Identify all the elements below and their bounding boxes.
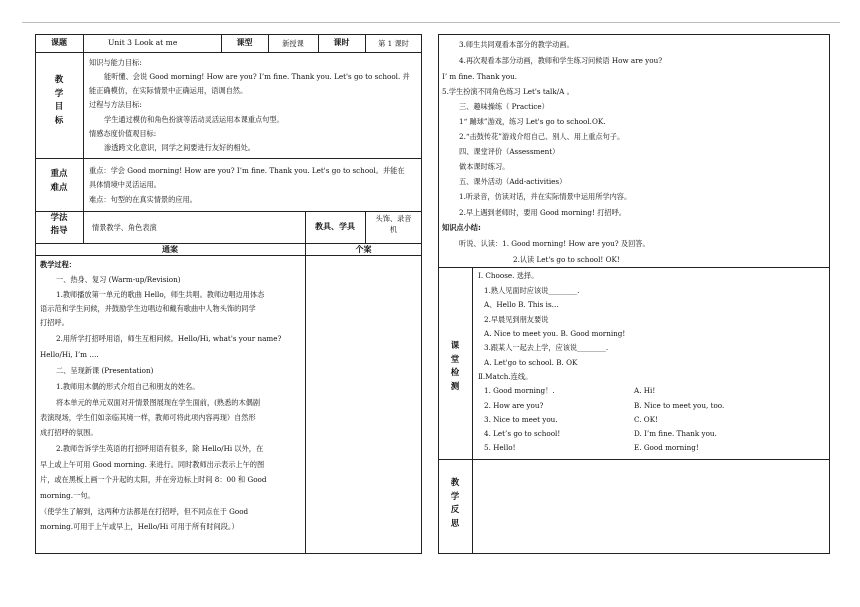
test-question: 1.熟人见面时应该说________. xyxy=(484,286,580,295)
right-line: 知识点小结: xyxy=(442,223,481,232)
right-line: 四、课堂评价（Assessment） xyxy=(459,147,560,156)
process-line: 2.用所学打招呼用语，师生互相问候。Hello/Hi, what's your name? xyxy=(56,334,282,343)
process-line: 一、热身、复习 (Warm-up/Revision) xyxy=(56,275,181,284)
match-right-item: E. Good morning! xyxy=(634,443,699,452)
test-section-choose: Ⅰ. Choose. 选择。 xyxy=(478,271,539,280)
objectives-line: 学生通过模仿和角色扮演等活动灵活运用本课重点句型。 xyxy=(104,115,284,124)
process-line: morning.一句。 xyxy=(40,491,95,500)
match-right-item: C. OK! xyxy=(634,415,658,424)
match-left-item: 5. Hello! xyxy=(484,443,516,452)
right-line: 4.再次观看本部分动画，教师和学生练习问候语 How are you? xyxy=(459,56,663,65)
col-rule xyxy=(472,267,473,554)
match-right-item: B. Nice to meet you, too. xyxy=(634,401,725,410)
right-line: 1.听录音，仿读对话，并在实际情景中运用所学内容。 xyxy=(459,192,632,201)
right-line: 五、课外活动（Add-activities） xyxy=(459,177,567,186)
keshi-value: 第 1 课时 xyxy=(378,39,409,48)
test-label: 课 堂 检 测 xyxy=(450,341,460,392)
process-line: 将本单元的单元双面对开情景图展现在学生面前，(熟悉的木偶剧 xyxy=(56,398,261,407)
match-right-item: D. I’m fine. Thank you. xyxy=(634,429,717,438)
keypoints-line: 具体情境中灵活运用。 xyxy=(89,180,161,189)
row-rule xyxy=(438,267,830,268)
row-rule xyxy=(35,52,422,53)
process-line: 早上或上午可用 Good morning. 来进行。同时教师出示表示上午的图 xyxy=(40,460,265,469)
col-rule xyxy=(83,34,84,243)
methods-value: 情景教学、角色表演 xyxy=(92,223,157,232)
row-rule xyxy=(35,158,422,159)
process-line: 打招呼。 xyxy=(40,318,69,327)
right-line: 听说、认读：1. Good morning! How are you? 及回答。 xyxy=(459,239,650,248)
right-line: 做本课时练习。 xyxy=(459,162,510,171)
keypoints-line: 难点：句型的在真实情景的应用。 xyxy=(89,195,197,204)
keshi-label: 课时 xyxy=(333,38,350,47)
test-question: 3.跟某人一起去上学，应该说________. xyxy=(484,343,609,352)
right-line: 1“ 蹦球”游戏，练习 Let's go to school.OK. xyxy=(459,117,606,126)
process-line: Hello/Hi, I’m …. xyxy=(40,350,99,359)
tongan-heading: 通案 xyxy=(162,245,178,254)
right-line: 2.早上遇到老师时，要用 Good morning! 打招呼。 xyxy=(459,208,626,217)
right-line: 5.学生扮演不同角色练习 Let's talk/A 。 xyxy=(442,87,574,96)
process-line: （使学生了解到，这两种方法都是在打招呼，但不同点在于 Good xyxy=(40,507,249,516)
keypoints-label: 重点 难点 xyxy=(50,169,68,193)
process-line: 表演现场，学生们如亲临其境一样，教师可将此项内容再现）自然形 xyxy=(40,413,256,422)
process-title: 教学过程： xyxy=(40,260,76,269)
gean-heading: 个案 xyxy=(355,245,372,254)
right-line: 2.认读 Let's go to school! OK! xyxy=(513,255,620,264)
row-rule xyxy=(35,243,422,244)
objectives-line: 渗透跨文化意识，同学之间要进行友好的相处。 xyxy=(104,143,255,152)
right-line: I’ m fine. Thank you. xyxy=(442,72,518,81)
process-line: 二、呈现新课 (Presentation) xyxy=(56,366,154,375)
process-line: 语示范和学生问候，并鼓励学生边唱边和戴有歌曲中人物头饰的同学 xyxy=(40,304,256,313)
objectives-line: 能听懂、会说 Good morning! How are you? I’m fine. Thank you. Let's go to school. 并 xyxy=(104,72,410,81)
objectives-line: 能正确模仿，在实际情景中正确运用，语调自然。 xyxy=(89,86,248,95)
test-options: A、Hello B. This is… xyxy=(484,300,559,309)
right-line: 2.“击鼓传花”游戏介绍自己、别人、用上重点句子。 xyxy=(459,132,625,141)
match-left-item: 1. Good morning！. xyxy=(484,386,555,395)
right-line: 3.师生共同观看本部分的教学动画。 xyxy=(459,40,574,49)
match-left-item: 3. Nice to meet you. xyxy=(484,415,558,424)
objectives-label: 教 学 目 标 xyxy=(54,75,64,126)
process-line: morning.可用于上午或早上，Hello/Hi 可用于所有时间段。） xyxy=(40,522,239,531)
process-line: 1.教师用木偶的形式介绍自己和朋友的姓名。 xyxy=(56,382,200,391)
right-line: 三、趣味操练（ Practice） xyxy=(459,102,549,111)
test-options: A. Let'go to school. B. OK xyxy=(484,358,578,367)
process-line: 片，或在黑板上画一个升起的太阳，并在旁边标上时间 8：00 和 Good xyxy=(40,475,267,484)
test-section-match: Ⅱ.Match.连线。 xyxy=(478,372,533,381)
keti-label: 课题 xyxy=(51,38,67,47)
tools-label: 教具、学具 xyxy=(315,222,355,231)
kexing-label: 课型 xyxy=(236,38,253,47)
row-rule xyxy=(35,211,422,212)
kexing-value: 新授课 xyxy=(282,39,304,48)
objectives-line: 过程与方法目标: xyxy=(89,100,142,109)
keti-value: Unit 3 Look at me xyxy=(108,38,178,47)
match-right-item: A. Hi! xyxy=(634,386,656,395)
process-line: 成打招呼的氛围。 xyxy=(40,428,98,437)
objectives-line: 知识与能力目标: xyxy=(89,58,142,67)
process-line: 2.教师告诉学生英语的打招呼用语有很多，除 Hello/Hi 以外，在 xyxy=(56,444,264,453)
objectives-line: 情感态度价值观目标: xyxy=(89,129,157,138)
row-rule xyxy=(438,459,830,460)
match-left-item: 2. How are you? xyxy=(484,401,544,410)
tools-value: 头饰、录音 机 xyxy=(375,214,412,234)
col-rule xyxy=(305,243,306,554)
test-options: A. Nice to meet you. B. Good morning! xyxy=(484,329,626,338)
methods-label: 学法 指导 xyxy=(50,213,68,236)
process-line: 1.教师播放第一单元的歌曲 Hello，师生共唱。教师边唱边用体态 xyxy=(56,290,265,299)
test-question: 2.早晨见到朋友要说 xyxy=(484,315,549,324)
keypoints-line: 重点：学会 Good morning! How are you? I’m fine. Thank you. Let's go to school。并能在 xyxy=(89,166,405,175)
page-top-rule xyxy=(22,22,840,23)
match-left-item: 4. Let’s go to school! xyxy=(484,429,561,438)
reflection-label: 教 学 反 思 xyxy=(450,478,460,529)
